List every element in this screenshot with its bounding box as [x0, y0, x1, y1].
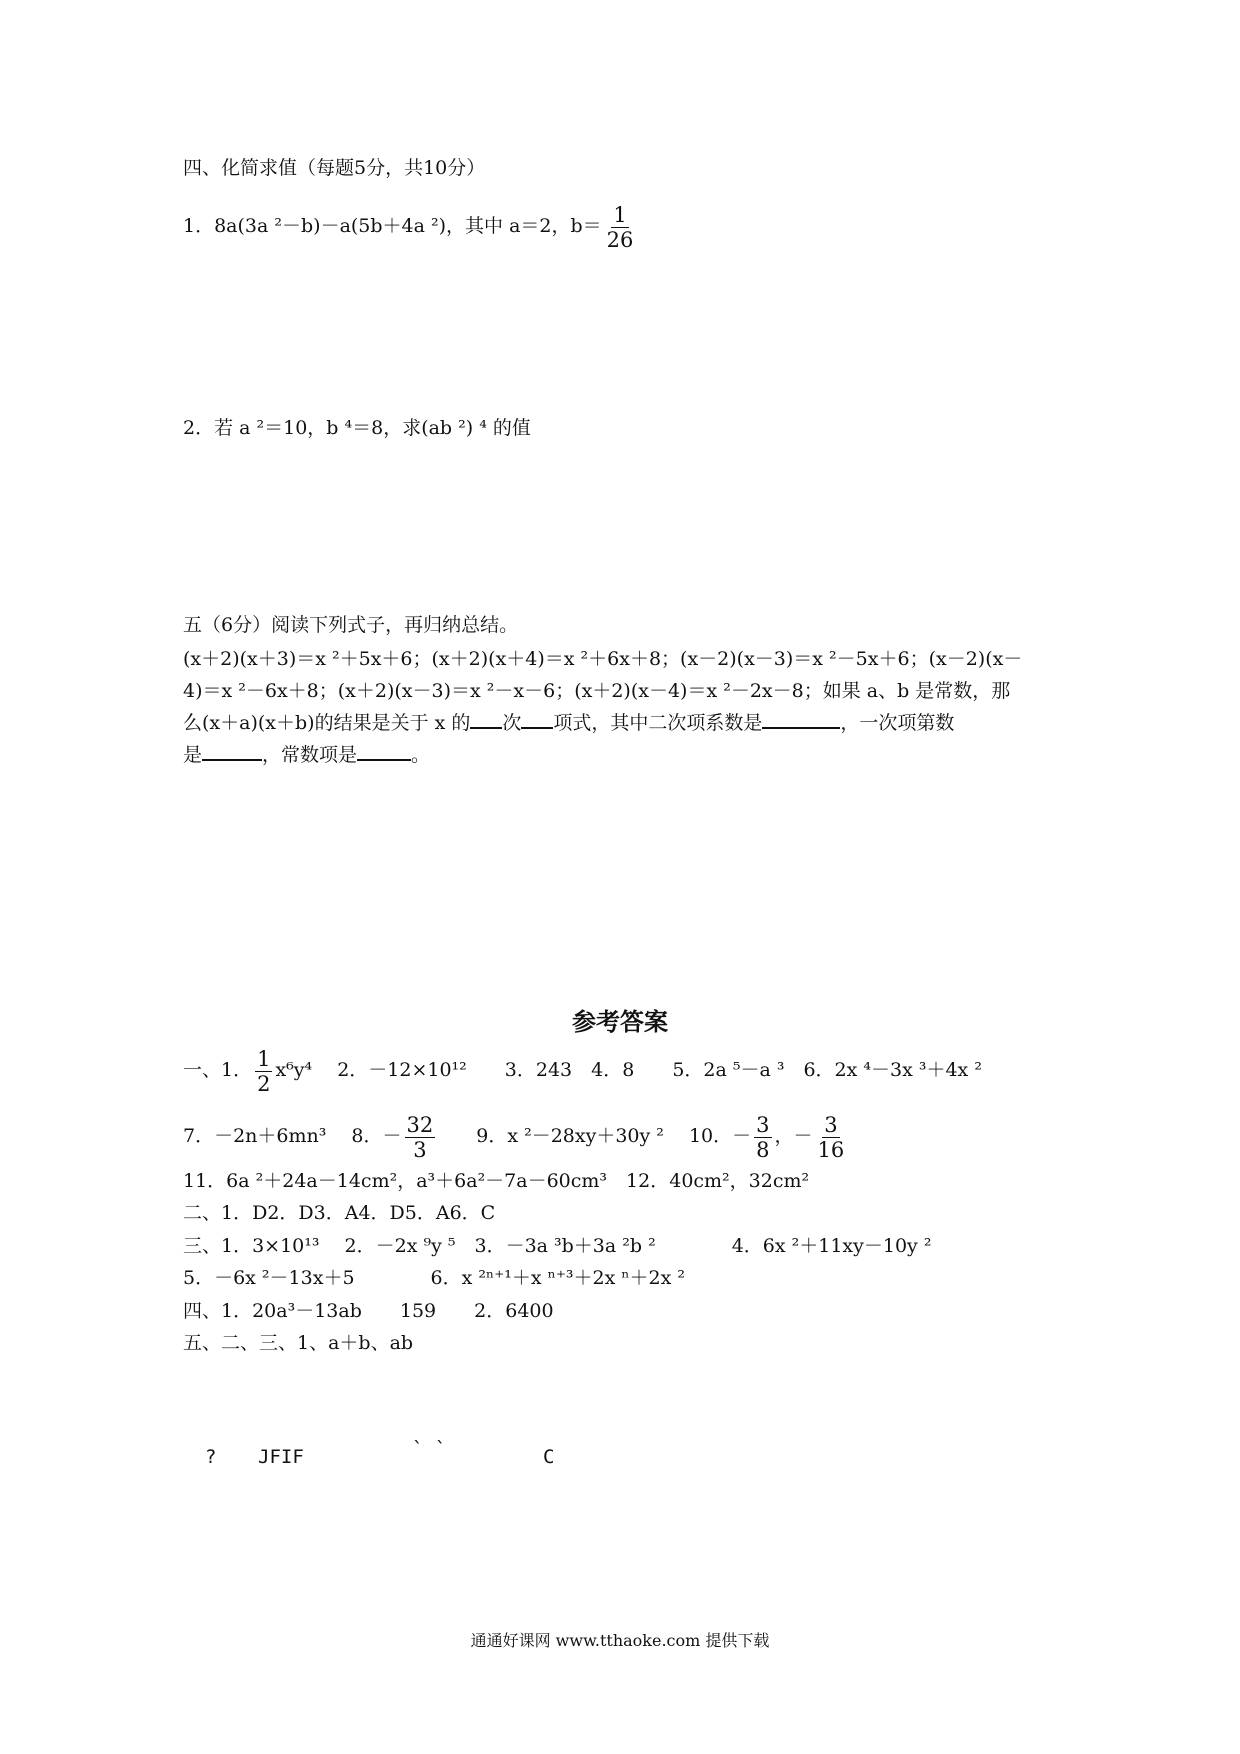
artifact-ticks: ` ` [412, 1438, 447, 1460]
line-3-text-d: ，一次项第数 [840, 712, 955, 734]
section-4-heading: 四、化简求值（每题5分，共10分） [183, 157, 486, 179]
section-5-line-1: (x＋2)(x＋3)＝x ²＋5x＋6；(x＋2)(x＋4)＝x ²＋6x＋8；(x－2)(x－3)＝x ²－5x＋6；(x－2)(x－ [183, 648, 1023, 670]
fraction-denominator: 16 [817, 1137, 845, 1162]
answer-row-6: 5．－6x ²－13x＋5 6．x ²ⁿ⁺¹＋x ⁿ⁺³＋2x ⁿ＋2x ² [183, 1267, 685, 1289]
artifact-c: C [543, 1446, 555, 1468]
section-5-line-3 [183, 709, 954, 737]
artifact-question-mark: ? [205, 1446, 217, 1468]
fraction-denominator: 26 [606, 227, 634, 252]
question-4-1-text: 1．8a(3a ²－b)－a(5b＋4a ²)，其中 a＝2，b＝ [183, 215, 602, 237]
blank-quadratic-coefficient [762, 709, 840, 729]
fraction-denominator: 3 [413, 1137, 427, 1162]
answer-row-1-prefix: 一、1． [183, 1059, 253, 1081]
blank-constant-term [357, 741, 411, 761]
fraction-numerator: 1 [613, 202, 627, 227]
blank-terms [521, 709, 553, 729]
answer-row-1-rest: x⁶y⁴ 2．－12×10¹² 3．243 4．8 5．2a ⁵－a ³ 6．2x ⁴－3x ³＋4x ² [275, 1059, 982, 1081]
answer-row-4: 二、1．D2．D3．A4．D5．A6．C [183, 1202, 496, 1224]
answer-row-3: 11．6a ²＋24a－14cm²，a³＋6a²－7a－60cm³ 12．40cm²，32cm² [183, 1170, 810, 1192]
section-5-heading: 五（6分）阅读下列式子，再归纳总结。 [183, 614, 519, 636]
fraction-denominator: 8 [756, 1137, 770, 1162]
answer-1-fraction [255, 1047, 272, 1096]
section-5-line-4 [183, 741, 430, 769]
section-5-line-2: 4)＝x ²－6x＋8；(x＋2)(x－3)＝x ²－x－6；(x＋2)(x－4)＝x ²－2x－8；如果 a、b 是常数，那 [183, 680, 1011, 702]
blank-linear-coefficient [202, 741, 262, 761]
answer-row-1 [183, 1040, 982, 1100]
line-4-text-a: 是 [183, 744, 203, 766]
fraction-numerator: 32 [406, 1112, 434, 1137]
question-4-1-fraction [605, 203, 636, 252]
question-4-1 [183, 196, 638, 256]
fraction-denominator: 2 [257, 1071, 271, 1096]
answer-10-fraction-2 [816, 1113, 847, 1162]
page-footer: 通通好课网 www.tthaoke.com 提供下载 [470, 1631, 770, 1650]
line-3-text-b: 次 [502, 712, 522, 734]
answer-row-2-c: ，－ [774, 1125, 813, 1147]
line-4-text-b: ，常数项是 [262, 744, 358, 766]
fraction-numerator: 3 [824, 1112, 838, 1137]
line-3-text-c: 项式，其中二次项系数是 [553, 712, 763, 734]
answer-row-2 [183, 1106, 849, 1166]
answer-row-2-a: 7．－2n＋6mn³ 8．－ [183, 1125, 402, 1147]
line-3-text-a: 么(x＋a)(x＋b)的结果是关于 x 的 [183, 712, 471, 734]
answer-row-8: 五、二、三、1、a＋b、ab [183, 1332, 414, 1354]
answer-row-7: 四、1．20a³－13ab 159 2．6400 [183, 1300, 554, 1322]
question-4-2: 2．若 a ²＝10，b ⁴＝8，求(ab ²) ⁴ 的值 [183, 417, 531, 439]
fraction-numerator: 1 [257, 1046, 271, 1071]
answer-10-fraction-1 [754, 1113, 771, 1162]
blank-degree [470, 709, 502, 729]
answer-8-fraction [405, 1113, 436, 1162]
line-4-text-c: 。 [411, 744, 431, 766]
answer-row-2-b: 9．x ²－28xy＋30y ² 10．－ [438, 1125, 752, 1147]
answer-row-5: 三、1．3×10¹³ 2．－2x ⁹y ⁵ 3．－3a ³b＋3a ²b ² 4．6x ²＋11xy－10y ² [183, 1235, 932, 1257]
answers-title: 参考答案 [572, 1007, 668, 1036]
artifact-jfif: JFIF [258, 1446, 304, 1468]
fraction-numerator: 3 [756, 1112, 770, 1137]
